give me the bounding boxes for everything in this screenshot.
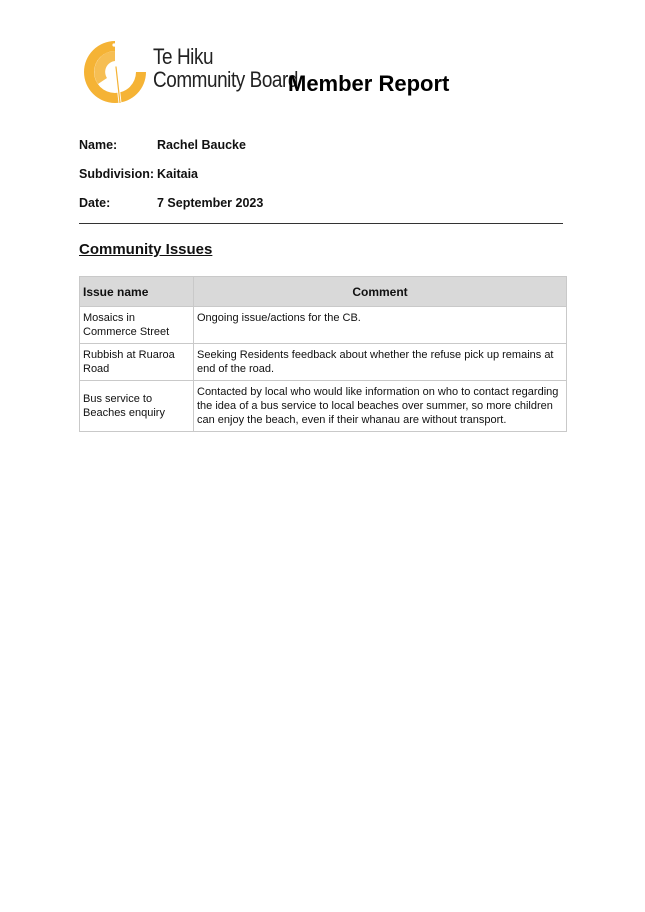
date-value: 7 September 2023 <box>157 196 264 210</box>
brand-line-1: Te Hiku <box>153 44 214 69</box>
header-comment: Comment <box>194 277 567 307</box>
name-value: Rachel Baucke <box>157 138 246 152</box>
report-title: Member Report <box>288 71 450 96</box>
table-row <box>80 344 567 381</box>
issue-name-cell: Mosaics in Commerce Street <box>80 307 194 344</box>
header-issue-name: Issue name <box>80 277 194 307</box>
issues-table <box>79 276 567 432</box>
issue-name-cell: Rubbish at Ruaroa Road <box>80 344 194 381</box>
brand-line-2: Community Board <box>153 67 298 92</box>
subdivision-value: Kaitaia <box>157 167 198 181</box>
header-divider <box>79 223 563 224</box>
name-field <box>79 138 246 152</box>
comment-cell: Seeking Residents feedback about whether the refuse pick up remains at end of the road. <box>194 344 567 381</box>
comment-cell: Contacted by local who would like information on who to contact regarding the idea of a bus service to local beaches over summer, so more children can enjoy the beach, even if their whanau are without transport. <box>194 381 567 432</box>
te-hiku-logo-icon <box>80 37 150 103</box>
subdivision-field <box>79 167 198 181</box>
date-field <box>79 196 263 210</box>
table-row <box>80 307 567 344</box>
issue-name-cell: Bus service to Beaches enquiry <box>80 381 194 432</box>
table-row <box>80 381 567 432</box>
date-label: Date: <box>79 196 111 210</box>
section-title: Community Issues <box>79 241 213 258</box>
name-label: Name: <box>79 138 118 152</box>
table-header-row <box>80 277 567 307</box>
comment-cell: Ongoing issue/actions for the CB. <box>194 307 567 344</box>
subdivision-label: Subdivision: <box>79 167 154 181</box>
